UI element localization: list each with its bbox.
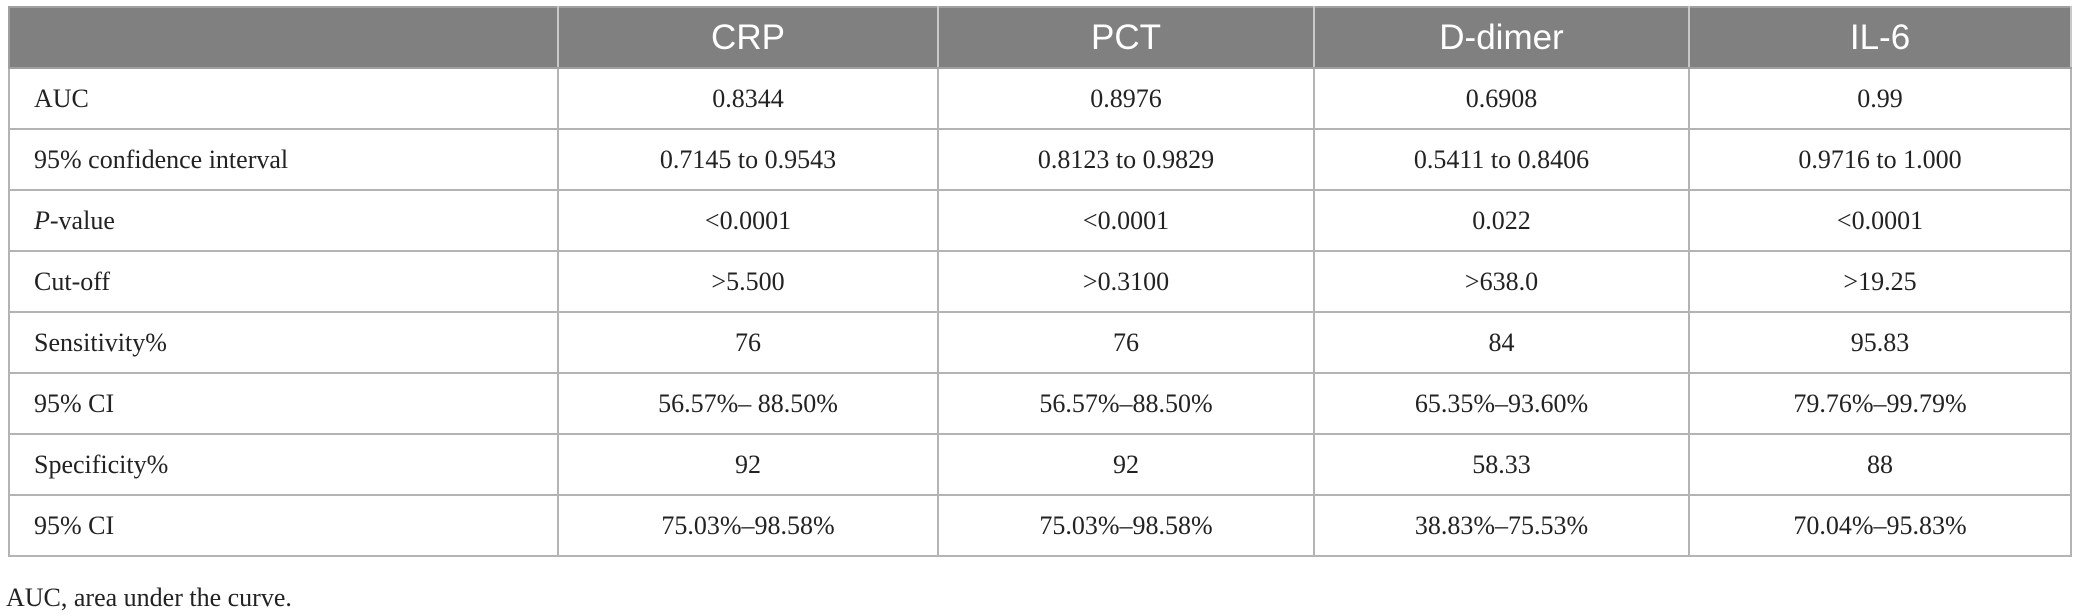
table-cell: 95.83 <box>1689 312 2071 373</box>
table-row <box>9 190 2071 251</box>
table-cell: 70.04%–95.83% <box>1689 495 2071 556</box>
table-cell: 0.022 <box>1314 190 1689 251</box>
table-cell: >19.25 <box>1689 251 2071 312</box>
table-cell: 92 <box>938 434 1314 495</box>
header-cell-blank <box>9 7 558 68</box>
table-cell: 75.03%–98.58% <box>558 495 938 556</box>
row-label <box>9 312 558 373</box>
table-row <box>9 312 2071 373</box>
roc-results-table <box>8 6 2072 557</box>
table-cell: >5.500 <box>558 251 938 312</box>
table-cell: 79.76%–99.79% <box>1689 373 2071 434</box>
table-footnote: AUC, area under the curve. <box>6 583 292 612</box>
table-cell: 76 <box>938 312 1314 373</box>
table-cell: 0.8344 <box>558 68 938 129</box>
table-cell: 0.9716 to 1.000 <box>1689 129 2071 190</box>
header-cell-il6: IL-6 <box>1689 7 2071 68</box>
table-row <box>9 373 2071 434</box>
row-label-text: 95% confidence interval <box>34 144 289 174</box>
table-cell: >0.3100 <box>938 251 1314 312</box>
table-cell: 75.03%–98.58% <box>938 495 1314 556</box>
table-cell: 0.6908 <box>1314 68 1689 129</box>
row-label-text: 95% CI <box>34 388 115 418</box>
table-cell: 0.99 <box>1689 68 2071 129</box>
table-cell: 76 <box>558 312 938 373</box>
table-cell: >638.0 <box>1314 251 1689 312</box>
table-row <box>9 68 2071 129</box>
row-label <box>9 68 558 129</box>
table-row <box>9 434 2071 495</box>
table-cell: 56.57%–88.50% <box>938 373 1314 434</box>
table-cell: 0.8976 <box>938 68 1314 129</box>
header-cell-d-dimer: D-dimer <box>1314 7 1689 68</box>
row-label-text: AUC <box>34 83 89 113</box>
table-cell: <0.0001 <box>1689 190 2071 251</box>
table-cell: 0.8123 to 0.9829 <box>938 129 1314 190</box>
table-row <box>9 495 2071 556</box>
table-row <box>9 129 2071 190</box>
row-label <box>9 129 558 190</box>
row-label <box>9 251 558 312</box>
row-label <box>9 434 558 495</box>
row-label <box>9 190 558 251</box>
table-cell: 92 <box>558 434 938 495</box>
row-label-text: 95% CI <box>34 510 115 540</box>
header-cell-crp: CRP <box>558 7 938 68</box>
row-label <box>9 373 558 434</box>
header-cell-pct: PCT <box>938 7 1314 68</box>
table-cell: 56.57%– 88.50% <box>558 373 938 434</box>
table-cell: 58.33 <box>1314 434 1689 495</box>
table-row <box>9 251 2071 312</box>
table-cell: 0.7145 to 0.9543 <box>558 129 938 190</box>
results-table-container <box>8 6 2070 557</box>
table-header-row <box>9 7 2071 68</box>
table-cell: 88 <box>1689 434 2071 495</box>
row-label <box>9 495 558 556</box>
table-cell: 84 <box>1314 312 1689 373</box>
table-cell: 65.35%–93.60% <box>1314 373 1689 434</box>
table-cell: 0.5411 to 0.8406 <box>1314 129 1689 190</box>
row-label-italic-part: P <box>34 205 50 235</box>
table-cell: 38.83%–75.53% <box>1314 495 1689 556</box>
table-cell: <0.0001 <box>938 190 1314 251</box>
row-label-text: -value <box>49 205 115 235</box>
row-label-text: Specificity% <box>34 449 169 479</box>
row-label-text: Cut-off <box>34 266 111 296</box>
table-cell: <0.0001 <box>558 190 938 251</box>
row-label-text: Sensitivity% <box>34 327 167 357</box>
